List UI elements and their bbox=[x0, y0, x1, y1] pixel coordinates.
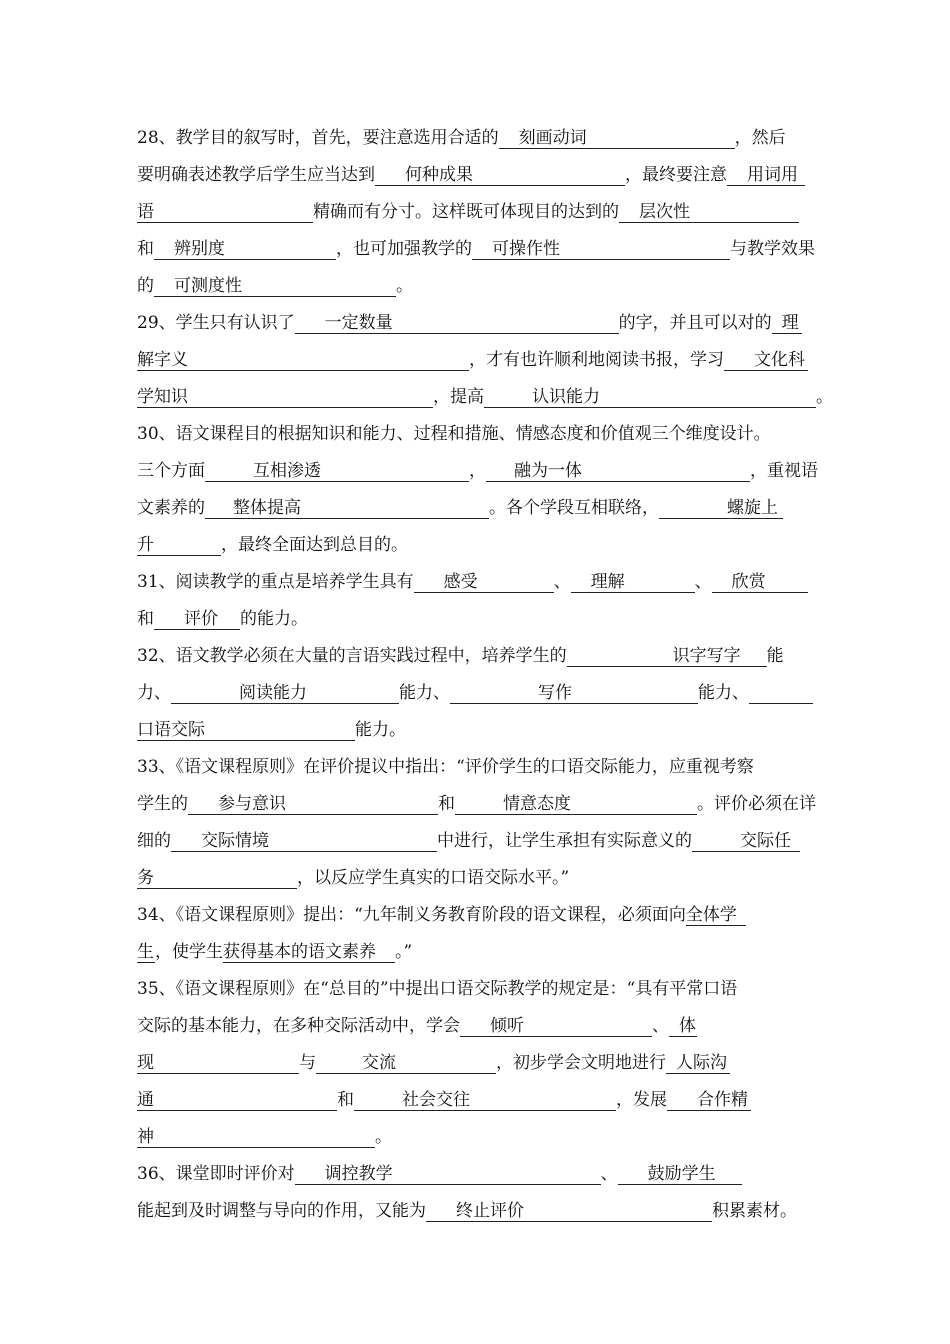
answer-text: 学知识 bbox=[137, 387, 188, 407]
question-text: 文素养的 bbox=[137, 498, 205, 518]
answer-blank bbox=[669, 1008, 697, 1045]
question-text: 。 bbox=[816, 387, 833, 407]
answer-text: 调控教学 bbox=[324, 1164, 393, 1184]
answer-blank bbox=[571, 564, 695, 601]
answer-blank bbox=[137, 527, 221, 564]
answer-blank bbox=[137, 194, 313, 231]
question-text: ，提高 bbox=[433, 387, 484, 407]
answer-blank bbox=[749, 675, 813, 712]
text-line bbox=[137, 1193, 844, 1230]
answer-blank bbox=[205, 453, 469, 490]
text-line bbox=[137, 971, 844, 1008]
question-q28 bbox=[137, 120, 844, 305]
answer-text: 层次性 bbox=[639, 202, 690, 222]
answer-text: 全体学 bbox=[685, 905, 737, 925]
question-text: 三个方面 bbox=[137, 461, 205, 481]
question-text: 细的 bbox=[137, 831, 171, 851]
answer-blank bbox=[724, 342, 808, 379]
answer-text: 识字写字 bbox=[672, 646, 741, 666]
text-line bbox=[137, 305, 844, 342]
question-text: 36、课堂即时评价对 bbox=[137, 1164, 295, 1184]
answer-blank bbox=[426, 1193, 712, 1230]
answer-blank bbox=[188, 786, 438, 823]
answer-text: 感受 bbox=[443, 572, 478, 592]
answer-text: 社会交往 bbox=[402, 1090, 470, 1110]
answer-text: 生 bbox=[137, 942, 154, 962]
answer-blank bbox=[486, 453, 750, 490]
answer-blank bbox=[567, 638, 767, 675]
answer-text: 升 bbox=[137, 535, 154, 555]
question-text: 的 bbox=[137, 276, 154, 296]
text-line bbox=[137, 1119, 844, 1156]
answer-blank bbox=[171, 675, 399, 712]
answer-text: 评价 bbox=[184, 609, 218, 629]
question-text: 和 bbox=[137, 239, 154, 259]
question-q33 bbox=[137, 749, 844, 897]
answer-text: 情意态度 bbox=[503, 794, 571, 814]
text-line bbox=[137, 268, 844, 305]
answer-blank bbox=[712, 564, 808, 601]
answer-text: 参与意识 bbox=[218, 794, 286, 814]
answer-blank bbox=[659, 490, 783, 527]
question-text: 、 bbox=[600, 1164, 618, 1184]
answer-blank bbox=[484, 379, 816, 416]
question-text: 积累素材。 bbox=[712, 1201, 797, 1221]
question-text: 34、《语文课程原则》提出：“九年制义务教育阶段的语文课程，必须面向 bbox=[137, 905, 686, 925]
answer-text: 合作精 bbox=[697, 1090, 748, 1110]
answer-text: 何种成果 bbox=[405, 165, 473, 185]
question-text: ，然后 bbox=[734, 128, 786, 148]
question-text: 35、《语文课程原则》在“总目的”中提出口语交际教学的规定是：“具有平常口语 bbox=[137, 979, 738, 999]
answer-blank bbox=[171, 823, 437, 860]
answer-text: 辨别度 bbox=[174, 239, 225, 259]
answer-blank bbox=[618, 1156, 742, 1193]
answer-blank bbox=[137, 712, 355, 749]
answer-blank bbox=[727, 157, 805, 194]
answer-text: 人际沟 bbox=[676, 1053, 727, 1073]
question-text: 与教学效果 bbox=[730, 239, 815, 259]
answer-text: 体 bbox=[679, 1016, 696, 1036]
question-q32 bbox=[137, 638, 844, 749]
question-q31 bbox=[137, 564, 844, 638]
question-text: 。评价必须在详 bbox=[697, 794, 816, 814]
question-text: 能力、 bbox=[399, 683, 450, 703]
answer-blank bbox=[414, 564, 554, 601]
question-text: 和 bbox=[137, 609, 154, 629]
question-text: 的能力。 bbox=[240, 609, 308, 629]
text-line bbox=[137, 1008, 844, 1045]
question-text: 32、语文教学必须在大量的言语实践过程中，培养学生的 bbox=[137, 646, 567, 666]
text-line bbox=[137, 1045, 844, 1082]
answer-blank bbox=[619, 194, 799, 231]
question-text: ，以反应学生真实的口语交际水平。” bbox=[297, 868, 570, 888]
answer-text: 可测度性 bbox=[174, 276, 242, 296]
question-text: ，重视语 bbox=[750, 461, 818, 481]
answer-blank bbox=[137, 379, 433, 416]
answer-blank bbox=[295, 1156, 601, 1193]
answer-blank bbox=[472, 231, 730, 268]
question-q34 bbox=[137, 897, 844, 971]
text-line bbox=[137, 1156, 844, 1193]
question-text: 交际的基本能力，在多种交际活动中，学会 bbox=[137, 1016, 460, 1036]
answer-blank bbox=[154, 268, 396, 305]
answer-blank bbox=[137, 1082, 337, 1119]
answer-blank bbox=[137, 1119, 375, 1156]
text-line bbox=[137, 860, 844, 897]
answer-blank bbox=[137, 342, 469, 379]
answer-blank bbox=[316, 1045, 496, 1082]
text-line bbox=[137, 601, 844, 638]
answer-text: 通 bbox=[137, 1090, 154, 1110]
answer-text: 理解 bbox=[590, 572, 625, 592]
text-line bbox=[137, 342, 844, 379]
answer-text: 理 bbox=[781, 313, 799, 333]
question-text: 力、 bbox=[137, 683, 171, 703]
question-text: ，才有也许顺利地阅读书报，学习 bbox=[469, 350, 724, 370]
answer-blank bbox=[455, 786, 697, 823]
answer-blank bbox=[137, 1045, 299, 1082]
answer-text: 务 bbox=[137, 868, 154, 888]
question-text: 和 bbox=[337, 1090, 354, 1110]
question-q35 bbox=[137, 971, 844, 1156]
question-text: ，最终全面达到总目的。 bbox=[221, 535, 408, 555]
answer-text: 螺旋上 bbox=[727, 498, 778, 518]
answer-blank bbox=[295, 305, 619, 342]
answer-text: 神 bbox=[137, 1127, 154, 1147]
question-text: 的字，并且可以对的 bbox=[618, 313, 772, 333]
answer-text: 写作 bbox=[538, 683, 572, 703]
text-line bbox=[137, 638, 844, 675]
answer-text: 交际任 bbox=[740, 831, 791, 851]
question-text: ， bbox=[469, 461, 486, 481]
text-line bbox=[137, 934, 844, 971]
answer-text: 现 bbox=[137, 1053, 154, 1073]
text-line bbox=[137, 120, 844, 157]
text-line bbox=[137, 231, 844, 268]
text-line bbox=[137, 1082, 844, 1119]
text-line bbox=[137, 897, 844, 934]
answer-text: 交际情境 bbox=[201, 831, 269, 851]
answer-text: 整体提高 bbox=[233, 498, 301, 518]
question-text: 。 bbox=[396, 276, 413, 296]
answer-blank bbox=[354, 1082, 616, 1119]
text-line bbox=[137, 453, 844, 490]
answer-text: 融为一体 bbox=[514, 461, 582, 481]
answer-blank bbox=[667, 1082, 751, 1119]
question-text: 。” bbox=[395, 942, 413, 962]
answer-text: 解字义 bbox=[137, 350, 188, 370]
answer-blank bbox=[205, 490, 489, 527]
question-text: 精确而有分寸。这样既可体现目的达到的 bbox=[313, 202, 619, 222]
answer-blank bbox=[375, 157, 625, 194]
answer-blank bbox=[154, 601, 240, 638]
question-text: 与 bbox=[299, 1053, 316, 1073]
answer-text: 互相渗透 bbox=[253, 461, 321, 481]
question-text: ，初步学会文明地进行 bbox=[496, 1053, 666, 1073]
answer-blank bbox=[154, 231, 336, 268]
question-text: 29、学生只有认识了 bbox=[137, 313, 295, 333]
answer-text: 一定数量 bbox=[324, 313, 393, 333]
answer-text: 文化科 bbox=[754, 350, 805, 370]
answer-text: 刻画动词 bbox=[518, 128, 587, 148]
question-q29 bbox=[137, 305, 844, 416]
question-text: 、 bbox=[694, 572, 712, 592]
question-text: 能起到及时调整与导向的作用，又能为 bbox=[137, 1201, 426, 1221]
answer-blank bbox=[666, 1045, 730, 1082]
question-q36 bbox=[137, 1156, 844, 1230]
question-text: ，也可加强教学的 bbox=[336, 239, 472, 259]
question-text: ，使学生 bbox=[155, 942, 223, 962]
answer-blank bbox=[223, 934, 395, 971]
question-text: 。各个学段互相联络， bbox=[489, 498, 659, 518]
answer-text: 鼓励学生 bbox=[647, 1164, 716, 1184]
answer-text: 口语交际 bbox=[137, 720, 205, 740]
text-line bbox=[137, 490, 844, 527]
answer-text: 交流 bbox=[362, 1053, 396, 1073]
question-text: 28、教学目的叙写时，首先，要注意选用合适的 bbox=[137, 128, 499, 148]
answer-text: 获得基本的语文素养 bbox=[223, 942, 376, 962]
question-text: 、 bbox=[553, 572, 571, 592]
text-line bbox=[137, 194, 844, 231]
text-line bbox=[137, 786, 844, 823]
question-text: 、 bbox=[652, 1016, 669, 1036]
question-text: 能 bbox=[766, 646, 784, 666]
answer-text: 用词用 bbox=[747, 165, 798, 185]
answer-text: 语 bbox=[137, 202, 154, 222]
question-text: 。 bbox=[375, 1127, 392, 1147]
answer-blank bbox=[686, 897, 746, 934]
text-line bbox=[137, 416, 844, 453]
question-text: 能力、 bbox=[698, 683, 749, 703]
question-text: ，最终要注意 bbox=[625, 165, 727, 185]
question-text: 31、阅读教学的重点是培养学生具有 bbox=[137, 572, 414, 592]
text-line bbox=[137, 823, 844, 860]
question-q30 bbox=[137, 416, 844, 564]
answer-blank bbox=[137, 934, 155, 971]
question-text: 要明确表述教学后学生应当达到 bbox=[137, 165, 375, 185]
question-text: ，发展 bbox=[616, 1090, 667, 1110]
text-line bbox=[137, 712, 844, 749]
answer-text: 欣赏 bbox=[731, 572, 766, 592]
exercise-sheet bbox=[137, 120, 844, 1230]
question-text: 中进行，让学生承担有实际意义的 bbox=[437, 831, 692, 851]
question-text: 能力。 bbox=[355, 720, 406, 740]
text-line bbox=[137, 157, 844, 194]
question-text: 33、《语文课程原则》在评价提议中指出：“评价学生的口语交际能力，应重视考察 bbox=[137, 757, 754, 777]
answer-blank bbox=[692, 823, 800, 860]
question-text: 30、语文课程目的根据知识和能力、过程和措施、情感态度和价值观三个维度设计。 bbox=[137, 424, 771, 444]
answer-text: 阅读能力 bbox=[239, 683, 307, 703]
answer-blank bbox=[137, 860, 297, 897]
answer-blank bbox=[450, 675, 698, 712]
question-text: 和 bbox=[438, 794, 455, 814]
question-text: 学生的 bbox=[137, 794, 188, 814]
answer-blank bbox=[460, 1008, 652, 1045]
answer-text: 可操作性 bbox=[492, 239, 560, 259]
answer-text: 认识能力 bbox=[532, 387, 600, 407]
text-line bbox=[137, 675, 844, 712]
answer-blank bbox=[499, 120, 735, 157]
text-line bbox=[137, 749, 844, 786]
answer-text: 倾听 bbox=[490, 1016, 524, 1036]
text-line bbox=[137, 379, 844, 416]
text-line bbox=[137, 527, 844, 564]
answer-text: 终止评价 bbox=[456, 1201, 524, 1221]
text-line bbox=[137, 564, 844, 601]
answer-blank bbox=[772, 305, 802, 342]
